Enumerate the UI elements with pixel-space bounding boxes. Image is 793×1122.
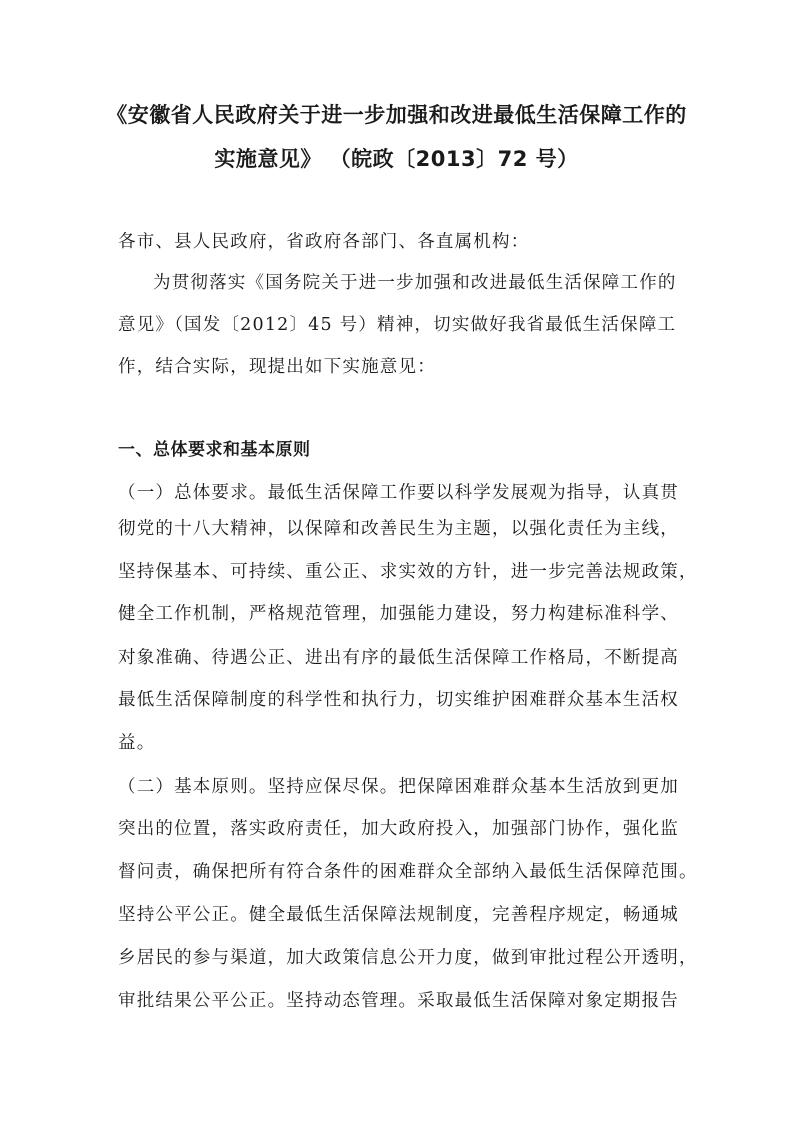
- body-line-10: 督问责，确保把所有符合条件的困难群众全部纳入最低生活保障范围。: [118, 862, 698, 882]
- body-line-2: 彻党的十八大精神，以保障和改善民生为主题，以强化责任为主线，: [118, 519, 679, 539]
- salutation: 各市、县人民政府，省政府各部门、各直属机构：: [118, 232, 530, 252]
- document-title-line-2: 实施意见》 （皖政〔2013〕72 号）: [214, 147, 579, 171]
- body-line-1: （一）总体要求。最低生活保障工作要以科学发展观为指导，认真贯: [118, 483, 679, 503]
- intro-line-2: 意见》（国发〔2012〕45 号）精神，切实做好我省最低生活保障工: [118, 315, 677, 335]
- body-line-13: 审批结果公平公正。坚持动态管理。采取最低生活保障对象定期报告: [118, 991, 679, 1011]
- document-title-line-1: 《安徽省人民政府关于进一步加强和改进最低生活保障工作的: [106, 103, 687, 127]
- body-line-6: 最低生活保障制度的科学性和执行力，切实维护困难群众基本生活权: [118, 690, 679, 710]
- body-line-7: 益。: [118, 733, 156, 753]
- body-line-3: 坚持保基本、可持续、重公正、求实效的方针，进一步完善法规政策，: [118, 562, 698, 582]
- body-line-12: 乡居民的参与渠道，加大政策信息公开力度，做到审批过程公开透明，: [118, 948, 698, 968]
- body-line-9: 突出的位置，落实政府责任，加大政府投入，加强部门协作，强化监: [118, 819, 679, 839]
- section-heading-1: 一、总体要求和基本原则: [118, 440, 311, 460]
- intro-line-3: 作，结合实际，现提出如下实施意见：: [118, 357, 436, 377]
- body-line-4: 健全工作机制，严格规范管理，加强能力建设，努力构建标准科学、: [118, 604, 679, 624]
- body-line-5: 对象准确、待遇公正、进出有序的最低生活保障工作格局，不断提高: [118, 648, 679, 668]
- body-line-11: 坚持公平公正。健全最低生活保障法规制度，完善程序规定，畅通城: [118, 905, 679, 925]
- body-line-8: （二）基本原则。坚持应保尽保。把保障困难群众基本生活放到更加: [118, 777, 679, 797]
- intro-line-1: 为贯彻落实《国务院关于进一步加强和改进最低生活保障工作的: [153, 273, 677, 293]
